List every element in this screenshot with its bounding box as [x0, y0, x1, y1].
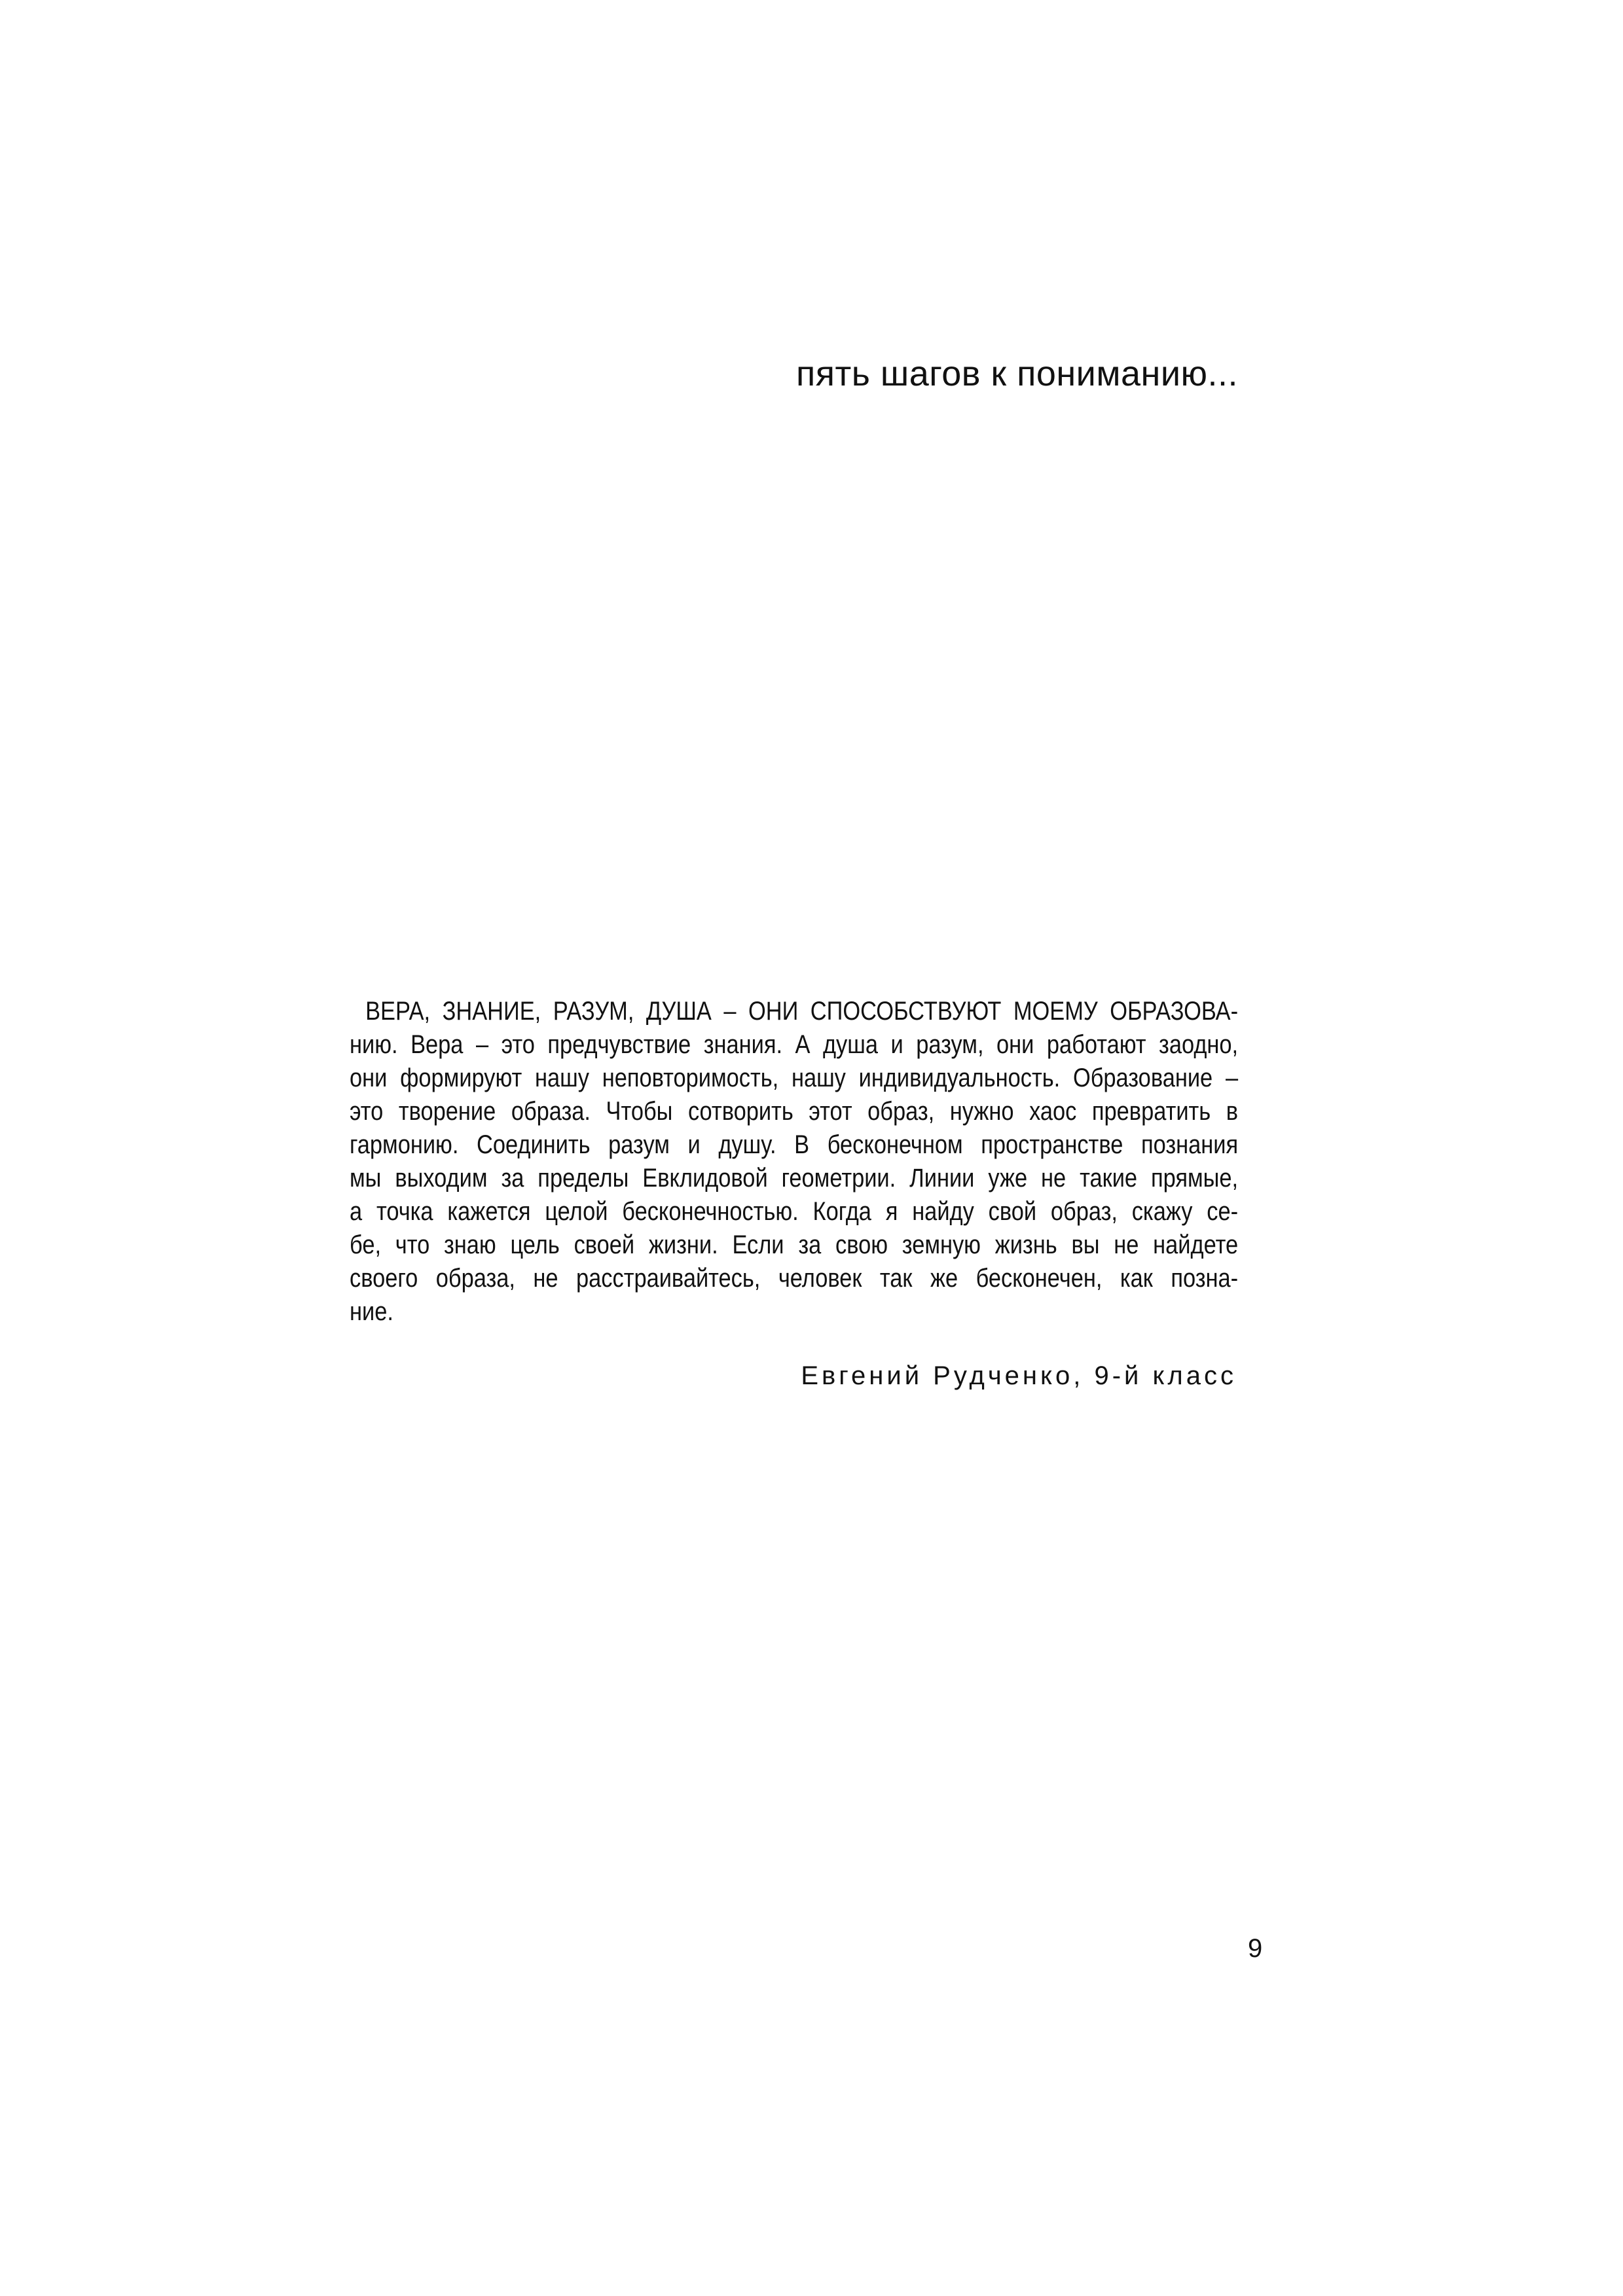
essay-line: ВЕРА, ЗНАНИЕ, РАЗУМ, ДУША – ОНИ СПОСОБСТВУЮТ МОЕМУ ОБРАЗОВА- — [365, 997, 1239, 1026]
essay-line: это творение образа. Чтобы сотворить этот образ, нужно хаос превратить в — [350, 1097, 1239, 1126]
essay-line: они формируют нашу неповторимость, нашу индивидуальность. Образование – — [350, 1064, 1239, 1092]
essay-line: нию. Вера – это предчувствие знания. А душа и разум, они работают заодно, — [350, 1030, 1239, 1059]
page-number: 9 — [1248, 1934, 1263, 1963]
essay-line: своего образа, не расстраивайтесь, человек так же бесконечен, как позна- — [350, 1264, 1239, 1293]
essay-line: а точка кажется целой бесконечностью. Когда я найду свой образ, скажу се- — [350, 1197, 1239, 1226]
essay-line: гармонию. Соединить разум и душу. В бесконечном пространстве познания — [350, 1130, 1239, 1159]
essay-line: мы выходим за пределы Евклидовой геометрии. Линии уже не такие прямые, — [350, 1164, 1239, 1193]
essay-paragraph — [350, 995, 1238, 1329]
page-heading: пять шагов к пониманию... — [796, 354, 1238, 393]
essay-line: ние. — [350, 1297, 393, 1326]
essay-line: бе, что знаю цель своей жизни. Если за свою земную жизнь вы не найдете — [350, 1230, 1239, 1259]
author-signature: Евгений Рудченко, 9-й класс — [801, 1361, 1237, 1390]
